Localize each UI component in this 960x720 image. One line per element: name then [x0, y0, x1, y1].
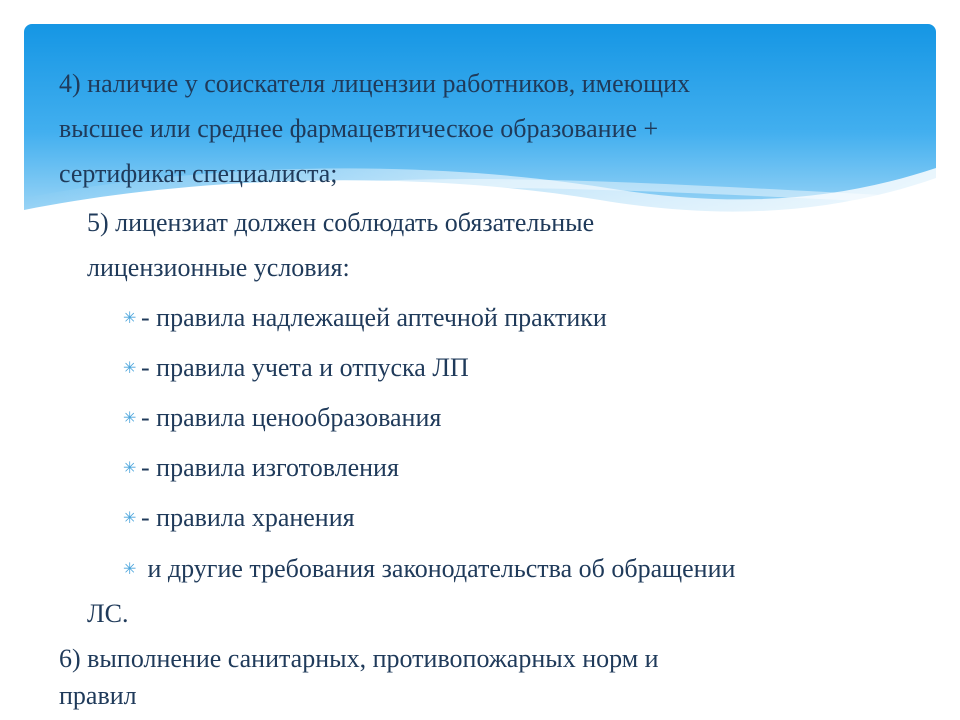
bullet-text: и другие требования законодательства об обращении	[141, 554, 736, 583]
bullet-item	[123, 446, 399, 490]
item-5-line-2: лицензионные условия:	[87, 253, 350, 282]
bullet-item	[123, 396, 441, 440]
bullet-text: - правила хранения	[141, 503, 355, 532]
bullet-item	[123, 296, 607, 340]
bullet-item	[123, 346, 469, 390]
item-6-line-1: 6) выполнение санитарных, противопожарных норм и	[59, 644, 659, 673]
item-5-line-1: 5) лицензиат должен соблюдать обязательные	[87, 208, 595, 237]
bullet-text: - правила ценообразования	[141, 403, 442, 432]
item-6-line-2: правил	[59, 681, 137, 710]
asterisk-bullet-icon: ✳	[123, 308, 137, 327]
bullet-text: - правила изготовления	[141, 453, 399, 482]
bullet-continuation: ЛС.	[87, 599, 129, 628]
bullet-text: - правила учета и отпуска ЛП	[141, 353, 469, 382]
item-4-line-2: высшее или среднее фармацевтическое образование +	[59, 114, 659, 143]
bullet-item	[123, 496, 355, 540]
asterisk-bullet-icon: ✳	[123, 408, 137, 427]
bullet-text: - правила надлежащей аптечной практики	[141, 303, 607, 332]
item-4-line-1: 4) наличие у соискателя лицензии работников, имеющих	[59, 69, 691, 98]
asterisk-bullet-icon: ✳	[123, 458, 137, 477]
asterisk-bullet-icon: ✳	[123, 358, 137, 377]
asterisk-bullet-icon: ✳	[123, 559, 137, 578]
asterisk-bullet-icon: ✳	[123, 508, 137, 527]
bullet-item	[123, 547, 735, 591]
item-4-line-3: сертификат специалиста;	[59, 159, 338, 188]
